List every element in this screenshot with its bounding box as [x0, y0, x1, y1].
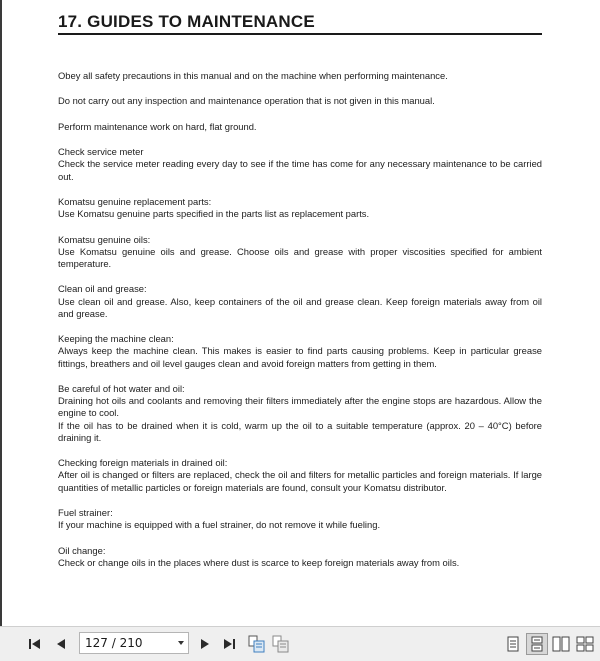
- section-hot-water-oil: [58, 383, 542, 444]
- section-heading: Fuel strainer:: [58, 506, 113, 518]
- intro-paragraph: Do not carry out any inspection and maintenance operation that is not given in this manual.: [58, 95, 435, 107]
- page-content: [58, 70, 542, 569]
- section-text: Use Komatsu genuine parts specified in the parts list as replacement parts.: [58, 208, 370, 220]
- page-number-select[interactable]: [79, 632, 189, 654]
- section-fuel-strainer: [58, 507, 542, 531]
- section-heading: Komatsu genuine oils:: [58, 233, 151, 245]
- next-page-icon[interactable]: [194, 633, 216, 655]
- chevron-down-icon: [178, 641, 184, 645]
- section-heading: Komatsu genuine replacement parts:: [58, 195, 212, 207]
- section-text: If your machine is equipped with a fuel strainer, do not remove it while fueling.: [58, 519, 381, 531]
- section-text: Use Komatsu genuine oils and grease. Choose oils and grease with proper viscosities specified for ambient temperature.: [58, 245, 542, 269]
- section-clean-oil: [58, 283, 542, 320]
- section-heading: Oil change:: [58, 544, 106, 556]
- section-heading: Clean oil and grease:: [58, 283, 147, 295]
- section-text: Use clean oil and grease. Also, keep containers of the oil and grease clean. Keep foreign materials away from oil and grease.: [58, 295, 542, 319]
- intro-paragraph: Perform maintenance work on hard, flat ground.: [58, 120, 257, 132]
- section-heading: Check service meter: [58, 146, 144, 158]
- section-oil-change: [58, 545, 542, 569]
- fit-page-icon[interactable]: [246, 633, 268, 655]
- two-page-continuous-view-icon[interactable]: [574, 633, 596, 655]
- page-number-value: 127 / 210: [85, 636, 143, 650]
- two-page-view-icon[interactable]: [550, 633, 572, 655]
- first-page-icon[interactable]: [24, 633, 46, 655]
- document-page: [2, 0, 600, 626]
- section-heading: Checking foreign materials in drained oil:: [58, 457, 228, 469]
- section-text: Check the service meter reading every day to see if the time has come for any necessary maintenance to be carried out.: [58, 158, 542, 182]
- section-replacement-parts: [58, 196, 542, 220]
- section-heading: Be careful of hot water and oil:: [58, 382, 185, 394]
- section-text: Draining hot oils and coolants and removing their filters immediately after the engine stops are hazardous. Allow the engine to cool.: [58, 395, 542, 419]
- last-page-icon[interactable]: [218, 633, 240, 655]
- section-text: After oil is changed or filters are replaced, check the oil and filters for metallic particles and foreign materials. If large quantities of metallic particles or foreign materials are found, consult your Komatsu distributor.: [58, 469, 542, 493]
- section-genuine-oils: [58, 234, 542, 271]
- section-heading: Keeping the machine clean:: [58, 333, 174, 345]
- intro-paragraph: Obey all safety precautions in this manual and on the machine when performing maintenance.: [58, 70, 448, 81]
- continuous-view-icon[interactable]: [526, 633, 548, 655]
- section-drained-oil: [58, 457, 542, 494]
- page-title: 17. GUIDES TO MAINTENANCE: [58, 12, 542, 35]
- section-text: If the oil has to be drained when it is cold, warm up the oil to a suitable temperature (approx. 20 – 40°C) before draining it.: [58, 419, 542, 443]
- section-text: Check or change oils in the places where dust is scarce to keep foreign materials away from oils.: [58, 556, 460, 568]
- previous-page-icon[interactable]: [50, 633, 72, 655]
- fit-width-icon[interactable]: [270, 633, 292, 655]
- section-service-meter: [58, 146, 542, 183]
- single-page-view-icon[interactable]: [502, 633, 524, 655]
- section-machine-clean: [58, 333, 542, 370]
- viewer-toolbar: [0, 626, 600, 661]
- section-text: Always keep the machine clean. This makes is easier to find parts causing problems. Keep in particular grease fittings, breathers and oil level gauges clean and avoid foreign matters from getting in them.: [58, 345, 542, 369]
